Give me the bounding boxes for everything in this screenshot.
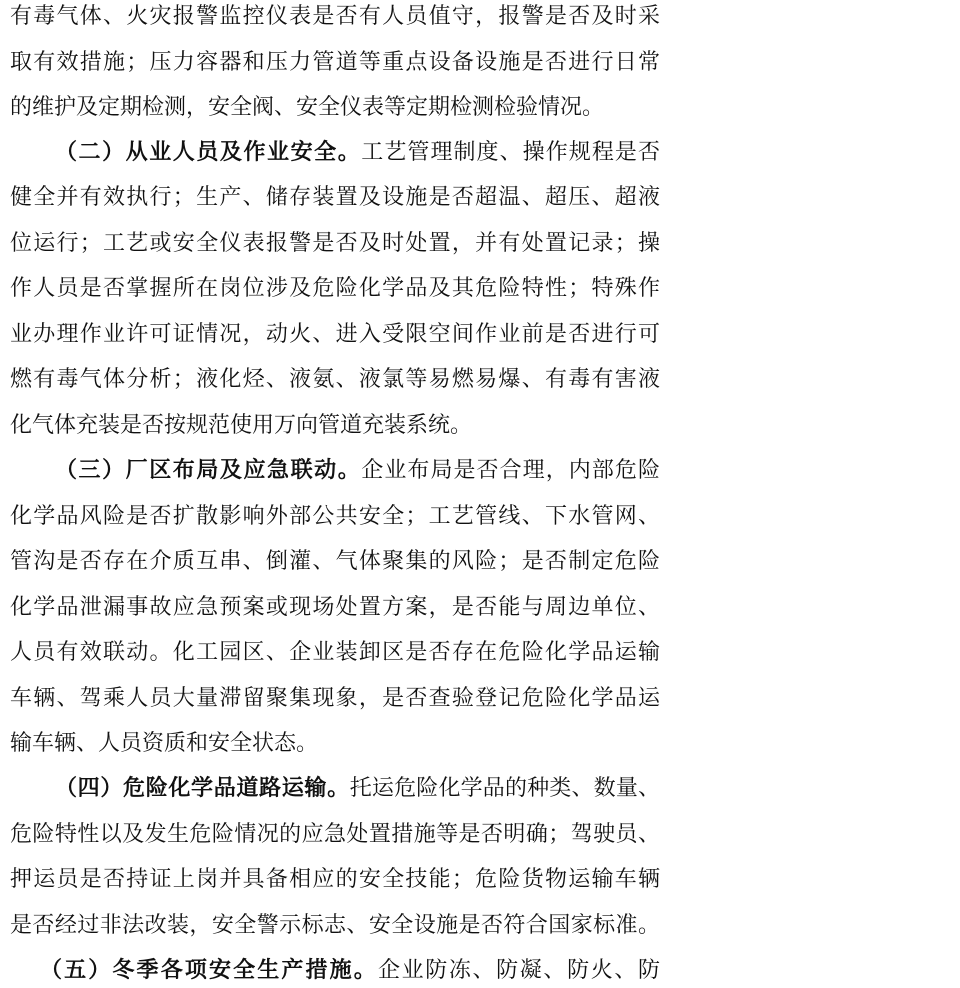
section-3-first-line-text: 企业布局是否合理，内部危险 [361,458,660,483]
paragraph-line: 危险特性以及发生危险情况的应急处置措施等是否明确；驾驶员、 [10,822,660,847]
paragraph-line: 位运行；工艺或安全仪表报警是否及时处置，并有处置记录；操 [10,231,660,256]
section-5-heading: （五）冬季各项安全生产措施。 [40,958,378,983]
paragraph-line: 人员有效联动。化工园区、企业装卸区是否存在危险化学品运输 [10,640,660,665]
paragraph-line: 燃有毒气体分析；液化烃、液氨、液氯等易燃易爆、有毒有害液 [10,367,660,392]
paragraph-line: 是否经过非法改装，安全警示标志、安全设施是否符合国家标准。 [10,913,660,938]
paragraph-line: 业办理作业许可证情况，动火、进入受限空间作业前是否进行可 [10,322,660,347]
paragraph-line: 管沟是否存在介质互串、倒灌、气体聚集的风险；是否制定危险 [10,549,660,574]
paragraph-line: 化气体充装是否按规范使用万向管道充装系统。 [10,413,473,438]
paragraph-line: 有毒气体、火灾报警监控仪表是否有人员值守，报警是否及时采 [10,4,660,29]
paragraph-line: 化学品风险是否扩散影响外部公共安全；工艺管线、下水管网、 [10,504,660,529]
section-5-first-line-text: 企业防冻、防凝、防火、防 [377,958,660,983]
paragraph-line: 作人员是否掌握所在岗位涉及危险化学品及其危险特性；特殊作 [10,276,660,301]
section-4-first-line-text: 托运危险化学品的种类、数量、 [349,776,660,801]
section-2-first-line [55,137,660,169]
section-3-heading: （三）厂区布局及应急联动。 [55,458,362,483]
section-2-first-line-text: 工艺管理制度、操作规程是否 [361,140,660,165]
paragraph-line: 车辆、驾乘人员大量滞留聚集现象，是否查验登记危险化学品运 [10,686,660,711]
paragraph-line: 健全并有效执行；生产、储存装置及设施是否超温、超压、超液 [10,185,660,210]
section-2-heading: （二）从业人员及作业安全。 [55,140,362,165]
paragraph-line: 取有效措施；压力容器和压力管道等重点设备设施是否进行日常 [10,50,660,75]
paragraph-line: 化学品泄漏事故应急预案或现场处置方案，是否能与周边单位、 [10,595,660,620]
section-3-first-line [55,455,660,487]
section-4-heading: （四）危险化学品道路运输。 [55,776,350,801]
section-5-first-line [40,955,660,987]
section-4-first-line [55,773,660,805]
paragraph-line: 的维护及定期检测，安全阀、安全仪表等定期检测检验情况。 [10,95,605,120]
paragraph-line: 押运员是否持证上岗并具备相应的安全技能；危险货物运输车辆 [10,867,660,892]
paragraph-line: 输车辆、人员资质和安全状态。 [10,731,319,756]
